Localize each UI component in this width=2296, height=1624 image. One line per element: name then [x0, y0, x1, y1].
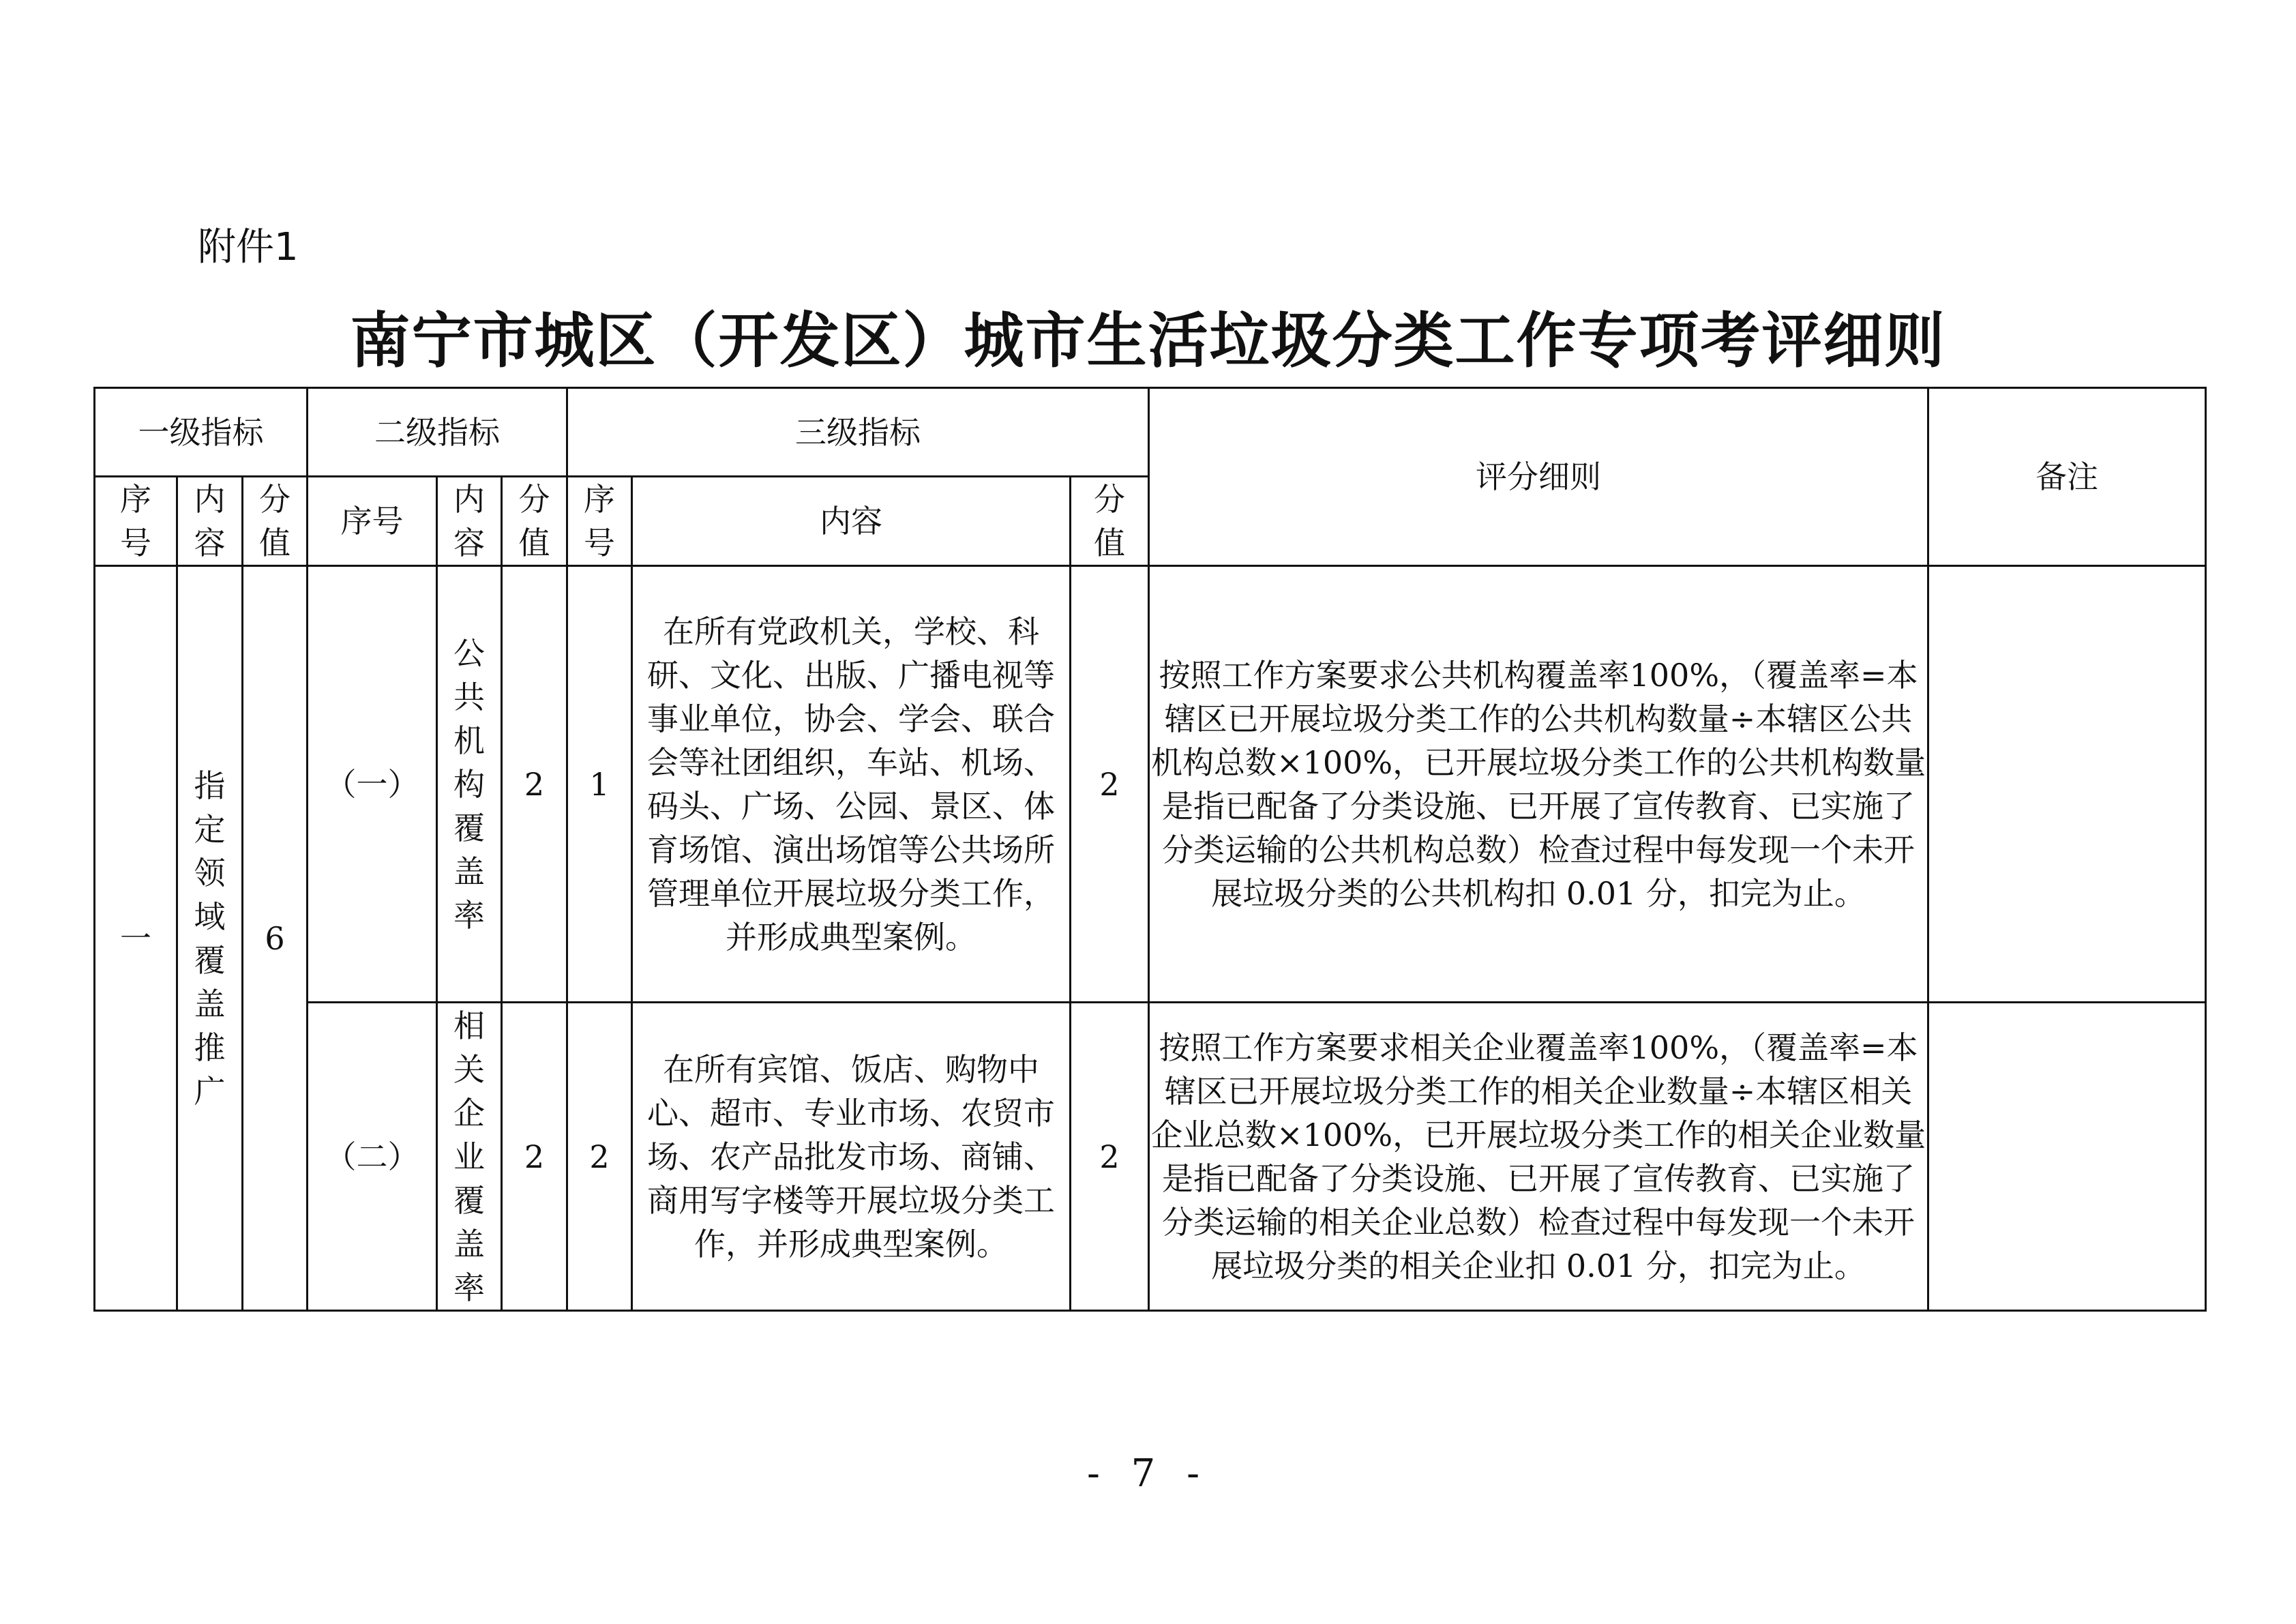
- evaluation-table: [93, 387, 2207, 1312]
- l2-content-cell: 公共机构覆盖率: [437, 566, 502, 1003]
- l3-content-cell: 在所有党政机关，学校、科研、文化、出版、广播电视等事业单位，协会、学会、联合会等社团组织，车站、机场、码头、广场、公园、景区、体育场馆、演出场馆等公共场所管理单位开展垃圾分类工作，并形成典型案例。: [632, 566, 1071, 1003]
- l1-seq-cell: 一: [95, 566, 177, 1311]
- l1-score-cell: 6: [243, 566, 308, 1311]
- table-row: [95, 1003, 2206, 1311]
- l2-seq-cell: （二）: [308, 1003, 437, 1311]
- scoring-cell: 按照工作方案要求公共机构覆盖率100%，（覆盖率=本辖区已开展垃圾分类工作的公共机构数量÷本辖区公共机构总数×100%，已开展垃圾分类工作的公共机构数量是指已配备了分类设施、已开展了宣传教育、已实施了分类运输的公共机构总数）检查过程中每发现一个未开展垃圾分类的公共机构扣 0.01 分，扣完为止。: [1149, 566, 1928, 1003]
- scoring-cell: 按照工作方案要求相关企业覆盖率100%，（覆盖率=本辖区已开展垃圾分类工作的相关企业数量÷本辖区相关企业总数×100%，已开展垃圾分类工作的相关企业数量是指已配备了分类设施、已开展了宣传教育、已实施了分类运输的相关企业总数）检查过程中每发现一个未开展垃圾分类的相关企业扣 0.01 分，扣完为止。: [1149, 1003, 1928, 1311]
- l3-content-cell: 在所有宾馆、饭店、购物中心、超市、专业市场、农贸市场、农产品批发市场、商铺、商用写字楼等开展垃圾分类工作，并形成典型案例。: [632, 1003, 1071, 1311]
- scoring-header: 评分细则: [1149, 388, 1928, 566]
- l2-content-cell: 相关企业覆盖率: [437, 1003, 502, 1311]
- l2-seq-header: 序号: [308, 477, 437, 566]
- l2-seq-cell: （一）: [308, 566, 437, 1003]
- l1-content-cell: 指定领域覆盖推广: [177, 566, 243, 1311]
- l3-seq-header: 序号: [567, 477, 632, 566]
- l3-content-header: 内容: [632, 477, 1071, 566]
- l2-score-header: 分值: [502, 477, 567, 566]
- l3-score-cell: 2: [1071, 566, 1149, 1003]
- l1-score-header: 分值: [243, 477, 308, 566]
- l3-seq-cell: 1: [567, 566, 632, 1003]
- level3-header: 三级指标: [567, 388, 1149, 477]
- remarks-cell: [1928, 566, 2206, 1003]
- l2-score-cell: 2: [502, 566, 567, 1003]
- remarks-cell: [1928, 1003, 2206, 1311]
- attachment-label: 附件1: [198, 225, 299, 269]
- l3-seq-cell: 2: [567, 1003, 632, 1311]
- l1-seq-header: 序号: [95, 477, 177, 566]
- page-number: - 7 -: [1086, 1451, 1210, 1496]
- l2-content-header: 内容: [437, 477, 502, 566]
- l3-score-header: 分值: [1071, 477, 1149, 566]
- l3-score-cell: 2: [1071, 1003, 1149, 1311]
- remarks-header: 备注: [1928, 388, 2206, 566]
- l1-content-header: 内容: [177, 477, 243, 566]
- table-row: [95, 566, 2206, 1003]
- l2-score-cell: 2: [502, 1003, 567, 1311]
- document-title: 南宁市城区（开发区）城市生活垃圾分类工作专项考评细则: [350, 306, 1946, 376]
- level1-header: 一级指标: [95, 388, 308, 477]
- level2-header: 二级指标: [308, 388, 567, 477]
